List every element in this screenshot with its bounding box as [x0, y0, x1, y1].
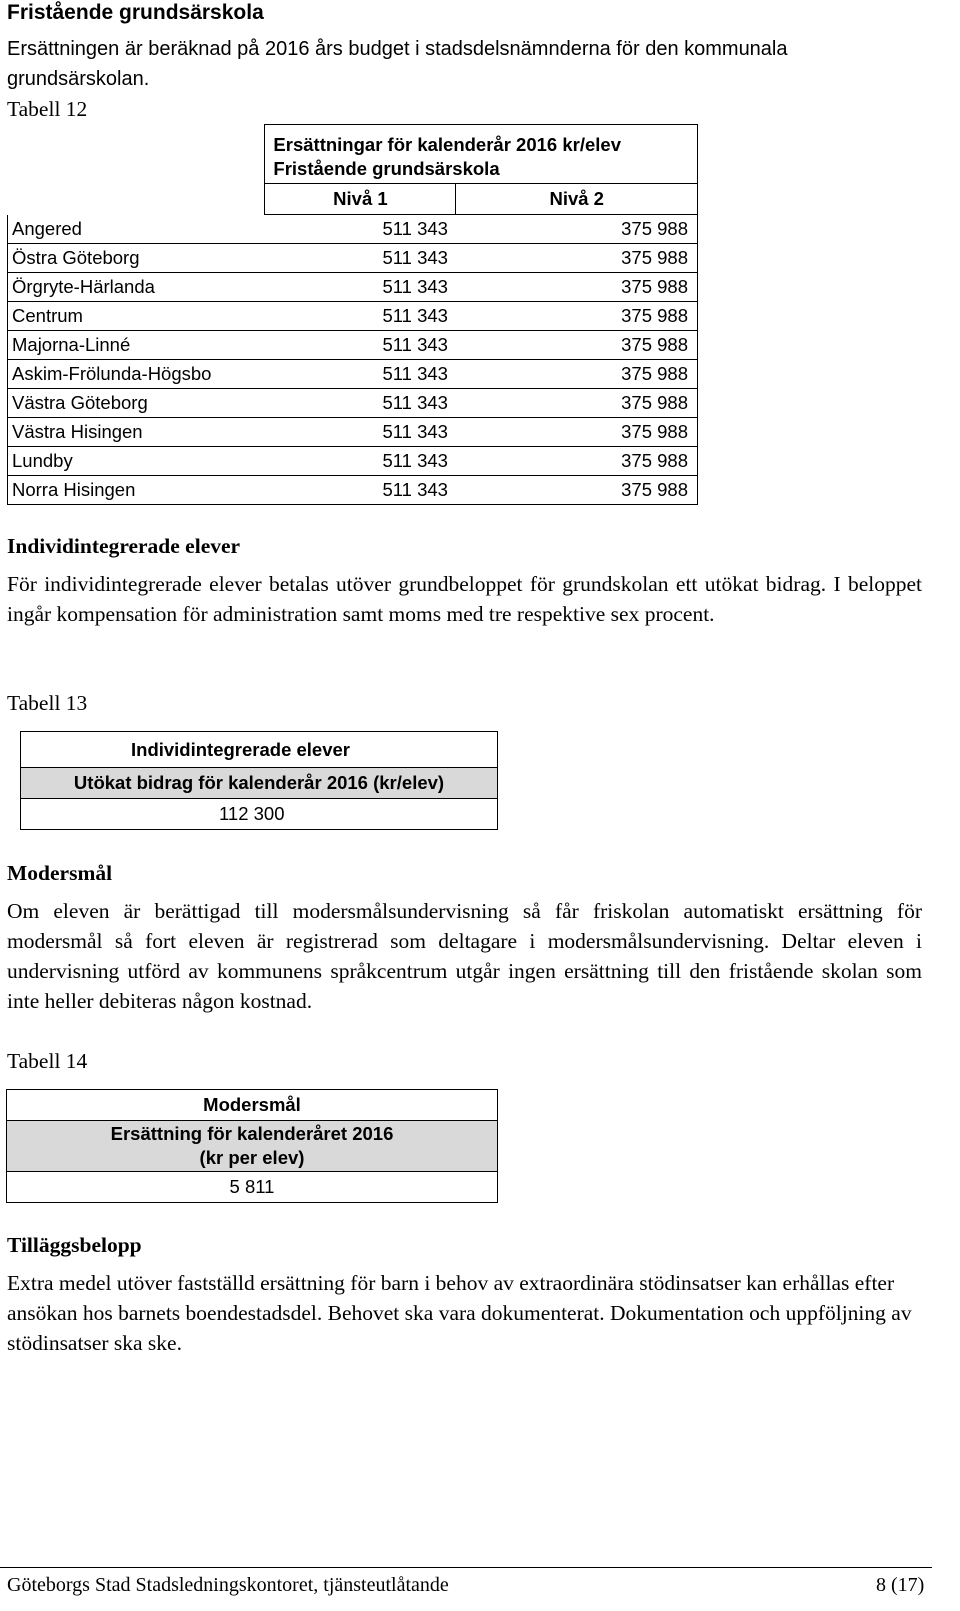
row-niva1-value: 511 343	[265, 418, 456, 447]
row-niva2-value: 375 988	[456, 360, 698, 389]
row-niva2-value: 375 988	[456, 244, 698, 273]
row-niva1-value: 511 343	[265, 389, 456, 418]
table-row	[8, 244, 698, 273]
table-14-subtitle	[7, 1121, 498, 1172]
table-12-caption: Tabell 12	[7, 97, 88, 121]
table-14-title: Modersmål	[7, 1090, 498, 1121]
row-niva2-value: 375 988	[456, 447, 698, 476]
section-heading-tillaggsbelopp: Tilläggsbelopp	[7, 1233, 142, 1257]
row-niva2-value: 375 988	[456, 215, 698, 244]
table-12-title-line1: Ersättningar för kalenderår 2016 kr/elev	[273, 134, 621, 155]
row-district-name: Västra Göteborg	[8, 389, 265, 418]
row-district-name: Majorna-Linné	[8, 331, 265, 360]
table-row	[8, 215, 698, 244]
row-niva2-value: 375 988	[456, 389, 698, 418]
table-14-subtitle-line1: Ersättning för kalenderåret 2016	[110, 1123, 394, 1144]
row-niva1-value: 511 343	[265, 215, 456, 244]
row-district-name: Norra Hisingen	[8, 476, 265, 505]
table-row	[8, 389, 698, 418]
table-13	[20, 731, 498, 830]
table-row	[8, 476, 698, 505]
row-district-name: Askim-Frölunda-Högsbo	[8, 360, 265, 389]
footer-page-number: 8 (17)	[876, 1574, 925, 1596]
table-14-value: 5 811	[7, 1172, 498, 1203]
section-heading-fristaende-grundsarskola: Fristående grundsärskola	[7, 1, 264, 24]
table-14	[6, 1089, 498, 1203]
section-heading-modersmal: Modersmål	[7, 861, 113, 885]
table-row	[8, 302, 698, 331]
table-row	[8, 447, 698, 476]
modersmal-paragraph: Om eleven är berättigad till modersmålsundervisning så får friskolan automatiskt ersättning för modersmål så fort eleven är registrerad som deltagare i modersmålsundervisning. Deltar eleven i undervisning utförd av kommunens språkcentrum utgår ingen ersättning till den fristående skolan som inte heller debiteras någon kostnad.	[7, 899, 922, 1013]
intro-paragraph: Ersättningen är beräknad på 2016 års budget i stadsdelsnämnderna för den kommunala grundsärskolan.	[7, 38, 788, 90]
table-14-caption: Tabell 14	[7, 1049, 88, 1073]
table-row	[8, 360, 698, 389]
row-niva2-value: 375 988	[456, 418, 698, 447]
row-district-name: Östra Göteborg	[8, 244, 265, 273]
row-district-name: Västra Hisingen	[8, 418, 265, 447]
column-header-niva1: Nivå 1	[265, 184, 456, 215]
footer-document-title: Göteborgs Stad Stadsledningskontoret, tjänsteutlåtande	[7, 1574, 449, 1596]
row-niva2-value: 375 988	[456, 331, 698, 360]
row-niva1-value: 511 343	[265, 476, 456, 505]
row-district-name: Lundby	[8, 447, 265, 476]
row-niva2-value: 375 988	[456, 302, 698, 331]
table-12-title	[265, 125, 698, 184]
row-niva1-value: 511 343	[265, 302, 456, 331]
table-row	[8, 273, 698, 302]
table-13-caption: Tabell 13	[7, 691, 88, 715]
column-header-niva2: Nivå 2	[456, 184, 698, 215]
row-niva1-value: 511 343	[265, 273, 456, 302]
section-heading-individintegrerade: Individintegrerade elever	[7, 534, 241, 558]
table-12	[7, 124, 698, 505]
table-12-title-line2: Fristående grundsärskola	[273, 158, 500, 179]
individintegrerade-paragraph: För individintegrerade elever betalas utöver grundbeloppet för grundskolan ett utökat bidrag. I beloppet ingår kompensation för administration samt moms med tre respektive sex procent.	[7, 572, 922, 626]
row-district-name: Angered	[8, 215, 265, 244]
table-row	[8, 331, 698, 360]
row-niva1-value: 511 343	[265, 331, 456, 360]
tillaggsbelopp-paragraph: Extra medel utöver fastställd ersättning för barn i behov av extraordinära stödinsatser kan erhållas efter ansökan hos barnets boendestadsdel. Behovet ska vara dokumenterat. Dokumentation och uppföljning av stödinsatser ska ske.	[7, 1271, 912, 1355]
footer-divider	[0, 1567, 932, 1568]
row-niva1-value: 511 343	[265, 360, 456, 389]
row-district-name: Örgryte-Härlanda	[8, 273, 265, 302]
table-14-subtitle-line2: (kr per elev)	[199, 1147, 305, 1168]
table-13-subtitle: Utökat bidrag för kalenderår 2016 (kr/elev)	[21, 768, 498, 799]
row-niva2-value: 375 988	[456, 273, 698, 302]
row-niva1-value: 511 343	[265, 447, 456, 476]
row-niva2-value: 375 988	[456, 476, 698, 505]
row-district-name: Centrum	[8, 302, 265, 331]
table-13-value: 112 300	[21, 799, 498, 830]
table-row	[8, 418, 698, 447]
table-13-title: Individintegrerade elever	[21, 732, 498, 768]
row-niva1-value: 511 343	[265, 244, 456, 273]
